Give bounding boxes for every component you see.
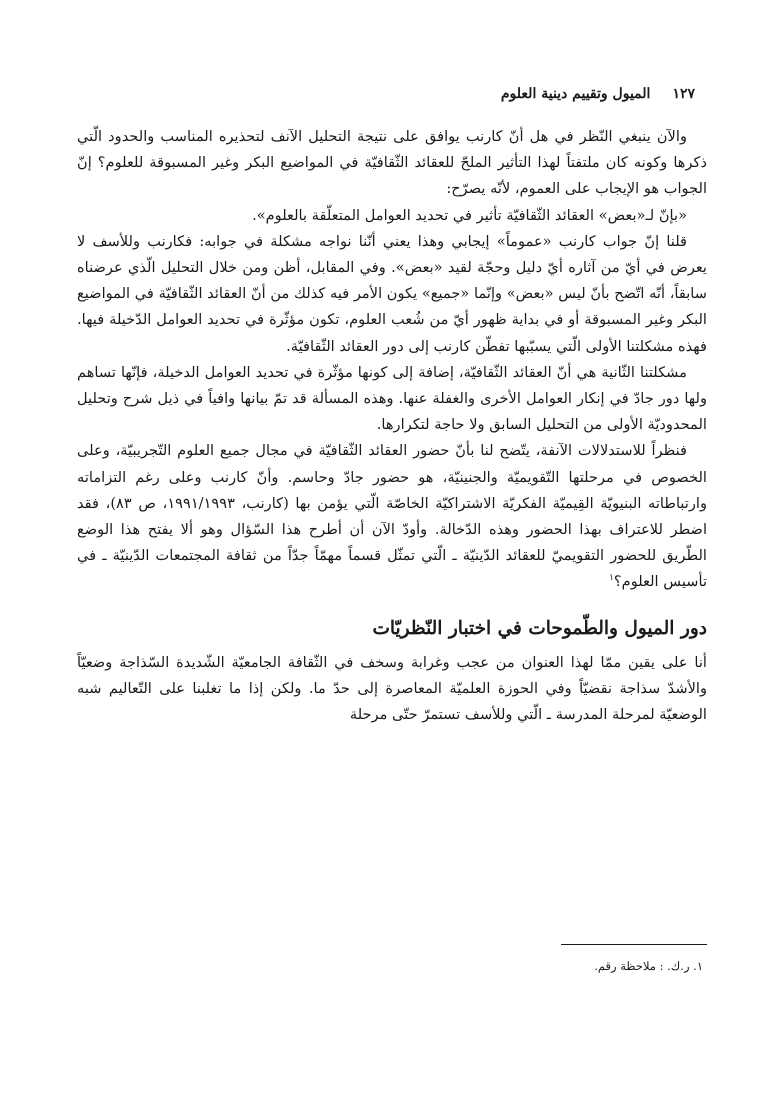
running-title: الميول وتقييم دينية العلوم bbox=[500, 86, 651, 102]
quote-paragraph: «بإنّ لـ«بعض» العقائد الثّقافيّة تأثير في تحديد العوامل المتعلّقة بالعلوم». bbox=[252, 206, 687, 224]
paragraph-2: قلنا إنّ جواب كارنب «عموماً» إيجابي وهذا يعني أنّنا نواجه مشكلة في جوابه: فكارنب وللأسف لا يعرض في أيّ من آثاره أيّ دليل وحجّة لقيد «بعض». وفي المقابل، أظن ومن خلال التحليل الّذي عرضناه سابقاً، أنّه اتّضح بأنّ ليس «بعض» وإنّما «جميع» يكون الأمر فيه كذلك من أنّ العقائد الثّقافيّة في المواضيع البكر وغير المسبوقة أو في بداية ظهور أيّ من شُعب العلوم، تكون مؤثّرة في تحديد العوامل الدّخيلة فيها. فهذه مشكلتنا الأولى الّتي يسبّبها تفطّن كارنب إلى دور العقائد الثّقافيّة. bbox=[77, 232, 707, 355]
paragraph-4 bbox=[77, 438, 707, 595]
paragraph-4-text: فنظراً للاستدلالات الآنفة، يتّضح لنا بأنّ حضور العقائد الثّقافيّة في مجال جميع العلوم التّجريبيّة، وعلى الخصوص في مرحلتها التّقويميّة والجنينيّة، هو حضور جادّ وحاسم. وأنّ كارنب وعلى رغم التزاماته وارتباطاته البنيويّة القِيميّة الفكريّة الاشتراكيّة الخاصّة الّتي يؤمن بها (كارنب، ١٩٩١/١٩٩٣، ص ٨٣)، فقد اضطر للاعتراف بهذا الحضور وهذه الدّخالة. وأودّ الآن أن أطرح هذا السّؤال وهو ألا يفتح هذا الوضع الطّريق للحضور التقويميّ للعقائد الدّينيّة ـ الّتي تمثّل قسماً مهمّاً جدّاً من ثقافة المجتمعات الدّينيّة ـ في تأسيس العلوم؟ bbox=[77, 442, 708, 591]
footnote-reference[interactable]: ١ bbox=[609, 573, 614, 584]
paragraph-1: والآن ينبغي النّظر في هل أنّ كارنب يوافق على نتيجة التحليل الآنف لتحذيره المناسب والحدود الّتي ذكرها وكونه كان ملتفتاً لهذا التأثير الملحّ للعقائد الثّقافيّة في المواضيع البكر وغير المسبوقة للعلوم؟ إنّ الجواب هو الإيجاب على العموم، لأنّه يصرّح: bbox=[77, 128, 707, 198]
footnote: ١. ر.ك. : ملاحظة رقم. bbox=[594, 959, 703, 973]
footnote-divider bbox=[561, 944, 707, 945]
main-text bbox=[77, 124, 707, 728]
running-header bbox=[95, 86, 695, 102]
paragraph-5: أنا على يقين ممّا لهذا العنوان من عجب وغرابة وسخف في الثّقافة الجامعيّة الشّديدة السّذاجة وضعيّاً والأشدّ سذاجة نقضيّاً وفي الحوزة العلميّة المعاصرة إلى حدّ ما. ولكن إذا ما تغلبنا على التّعاليم شبه الوضعيّة لمرحلة المدرسة ـ الّتي وللأسف تستمرّ حتّى مرحلة bbox=[77, 653, 707, 724]
paragraph-3: مشكلتنا الثّانية هي أنّ العقائد الثّقافيّة، إضافة إلى كونها مؤثّرة في تحديد العوامل الدخيلة، فإنّها تساهم ولها دور جادّ في إنكار العوامل الأخرى والغفلة عنها. وهذه المسألة قد تمّ بيانها وافياً في ذيل شرح وتحليل المحدوديّة الأولى من التحليل السابق ولا حاجة لتكرارها. bbox=[77, 363, 707, 434]
page-number: ١٢٧ bbox=[672, 86, 695, 102]
section-heading: دور الميول والطّموحات في اختبار النّظريّات bbox=[372, 617, 707, 639]
